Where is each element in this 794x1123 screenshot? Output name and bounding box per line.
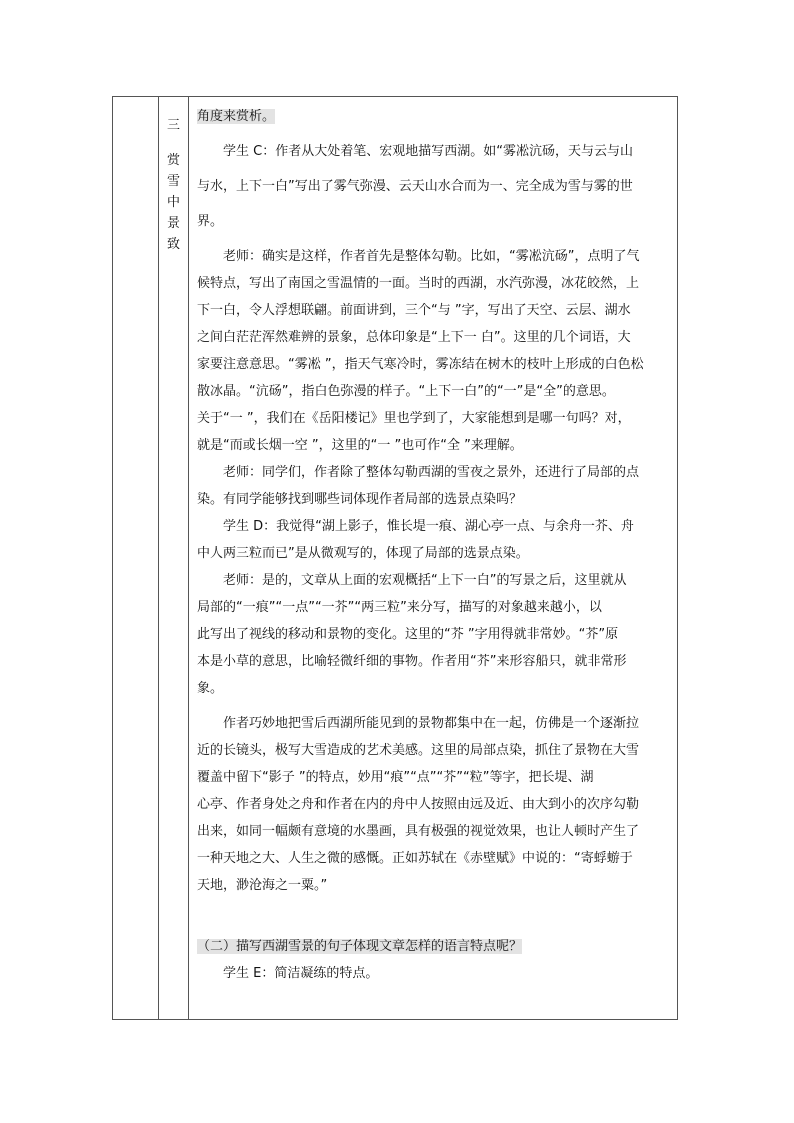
text-line: 覆盖中留下“影子 ”的特点，妙用“痕”“点”“芥”“粒”等字，把长堤、湖 xyxy=(197,770,594,785)
section-label xyxy=(159,115,188,255)
text-line: 学生 E：简洁凝练的特点。 xyxy=(223,966,379,981)
section-char: 赏 xyxy=(166,153,180,168)
subsection-heading: （二）描写西湖雪景的句子体现文章怎样的语言特点呢？ xyxy=(197,939,523,954)
section-char: 雪 xyxy=(166,174,180,189)
text-line: 散冰晶。“沆砀”，指白色弥漫的样子。“上下一白”的“一”是“全”的意思。 xyxy=(197,384,615,399)
column-divider-right xyxy=(188,97,189,1019)
text-line: 老师：确实是这样，作者首先是整体勾勒。比如，“雾凇沆砀”，点明了气 xyxy=(223,249,640,264)
text-line: 界。 xyxy=(197,214,224,229)
text-line: 近的长镜头，极写大雪造成的艺术美感。这里的局部点染，抓住了景物在大雪 xyxy=(197,743,640,758)
text-line: 中人两三粒而已”是从微观写的，体现了局部的选景点染。 xyxy=(197,546,529,561)
text-line: 作者巧妙地把雪后西湖所能见到的景物都集中在一起，仿佛是一个逐渐拉 xyxy=(223,716,640,731)
lesson-table xyxy=(112,96,678,1020)
lesson-content xyxy=(197,103,667,987)
section-char: 景 xyxy=(166,216,180,231)
text-line: 下一白，令人浮想联翩。前面讲到，三个“与 ”字，写出了天空、云层、湖水 xyxy=(197,303,631,318)
section-char: 中 xyxy=(166,195,180,210)
text-line: 家要注意意思。“雾凇 ”，指天气寒冷时，雾冻结在树木的枝叶上形成的白色松 xyxy=(197,357,644,372)
text-line: 出来，如同一幅颇有意境的水墨画，具有极强的视觉效果，也让人顿时产生了 xyxy=(197,824,640,839)
text-line: 此写出了视线的移动和景物的变化。这里的“芥 ”字用得就非常妙。“芥”原 xyxy=(197,627,619,642)
text-line: 染。有同学能够找到哪些词体现作者局部的选景点染吗？ xyxy=(197,492,523,507)
text-line: 天地，渺沧海之一粟。” xyxy=(197,878,328,893)
text-line: 学生 C：作者从大处着笔、宏观地描写西湖。如“雾凇沆砀，天与云与山 xyxy=(223,144,633,159)
text-line: 局部的“一痕”“一点”“一芥”“两三粒”来分写，描写的对象越来越小，以 xyxy=(197,600,602,615)
text-line: 老师：同学们，作者除了整体勾勒西湖的雪夜之景外，还进行了局部的点 xyxy=(223,465,640,480)
text-line: 一种天地之大、人生之微的感慨。正如苏轼在《赤壁赋》中说的：“寄蜉蝣于 xyxy=(197,851,633,866)
text-line: 本是小草的意思，比喻轻微纤细的事物。作者用“芥”来形容船只，就非常形 xyxy=(197,654,627,669)
section-char: 致 xyxy=(166,237,180,252)
text-line: 学生 D：我觉得“湖上影子，惟长堤一痕、湖心亭一点、与余舟一芥、舟 xyxy=(223,519,634,534)
text-line: 心亭、作者身处之舟和作者在内的舟中人按照由远及近、由大到小的次序勾勒 xyxy=(197,797,640,812)
section-number: 三 xyxy=(166,118,180,133)
text-line: 与水，上下一白”写出了雾气弥漫、云天山水合而为一、完全成为雪与雾的世 xyxy=(197,179,633,194)
text-line: 角度来赏析。 xyxy=(197,109,276,124)
text-line: 关于“一 ”，我们在《岳阳楼记》里也学到了，大家能想到是哪一句吗？对， xyxy=(197,411,631,426)
text-line: 就是“而或长烟一空 ”，这里的“一 ”也可作“全 ”来理解。 xyxy=(197,438,523,453)
text-line: 老师：是的，文章从上面的宏观概括“上下一白”的写景之后，这里就从 xyxy=(223,573,627,588)
text-line: 象。 xyxy=(197,681,224,696)
text-line: 候特点，写出了南国之雪温情的一面。当时的西湖，水汽弥漫，冰花皎然，上 xyxy=(197,276,640,291)
text-line: 之间白茫茫浑然难辨的景象，总体印象是“上下一 白”。这里的几个词语，大 xyxy=(197,330,631,345)
